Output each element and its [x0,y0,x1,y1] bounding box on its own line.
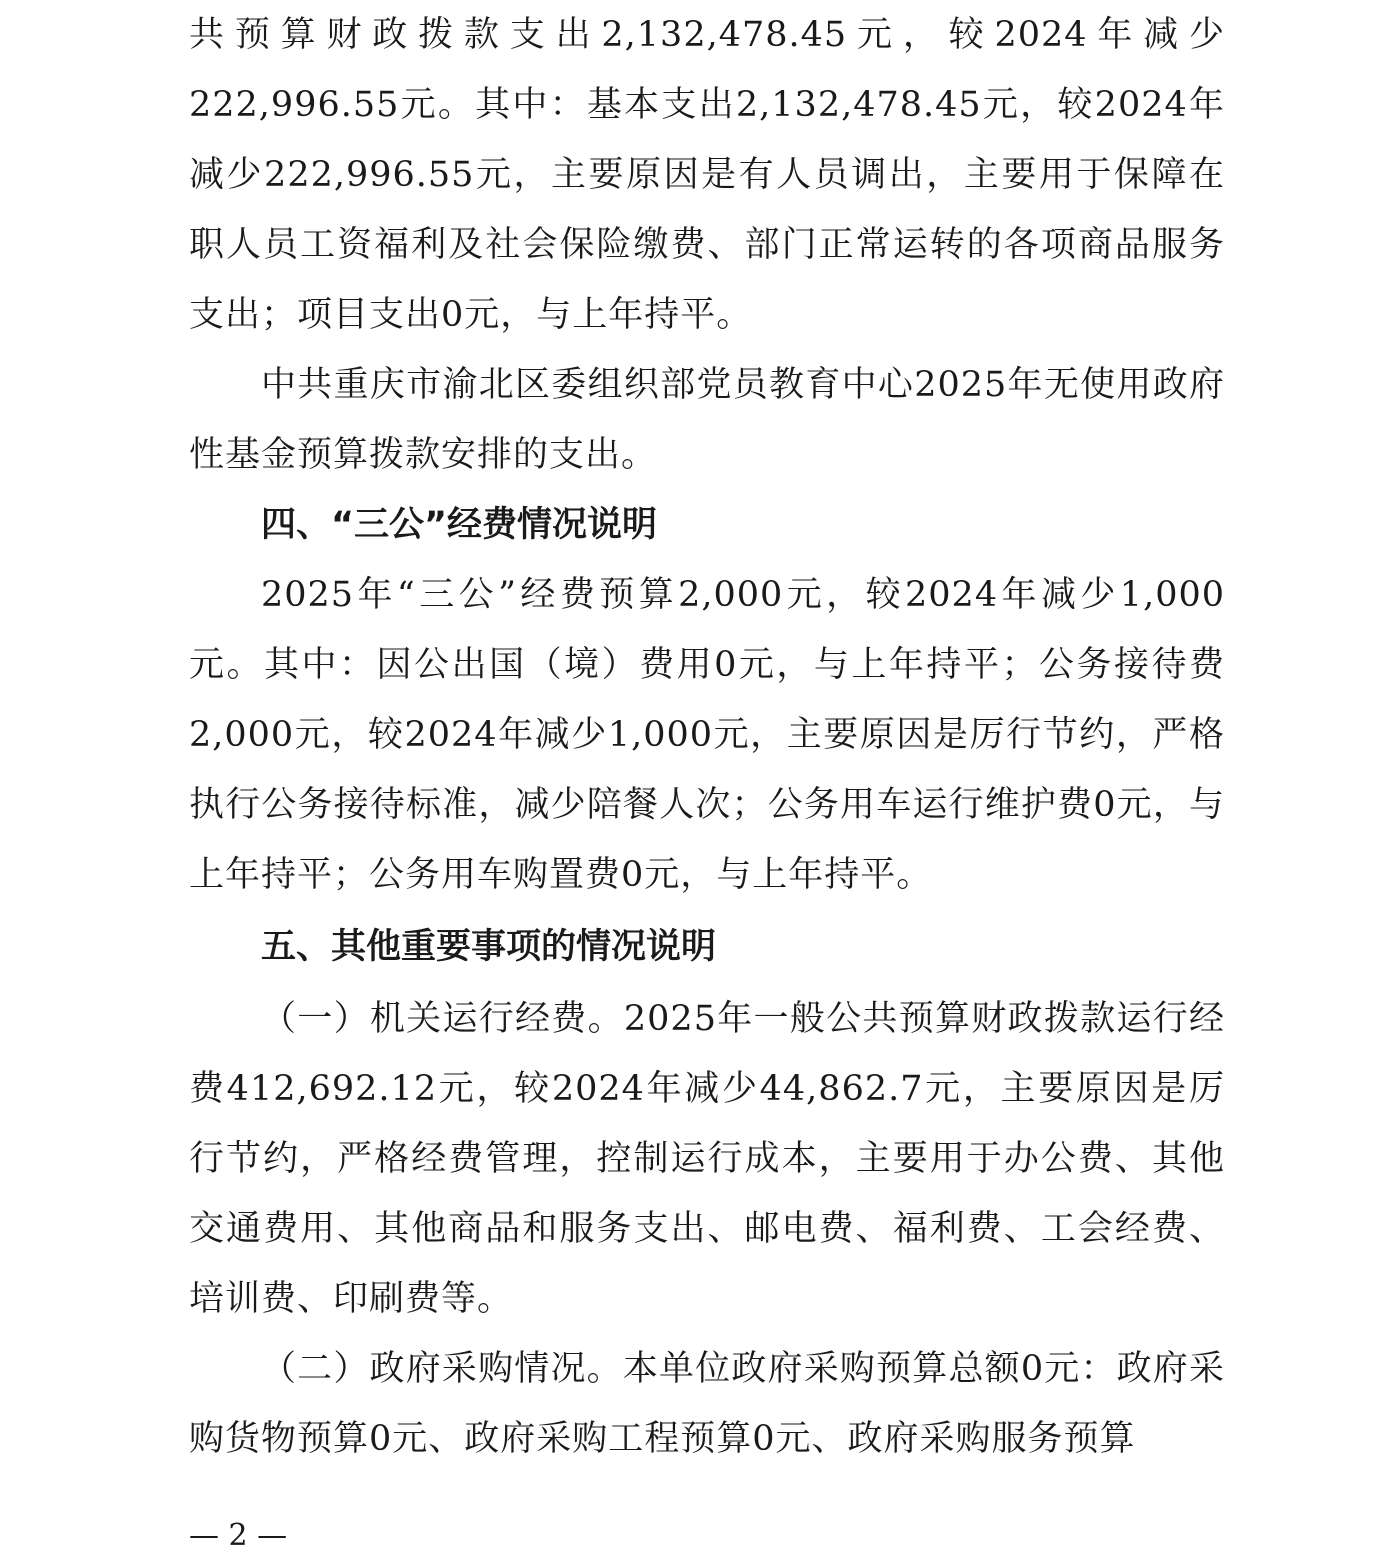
paragraph-government-fund-budget: 中共重庆市渝北区委组织部党员教育中心2025年无使用政府性基金预算拨款安排的支出。 [189,365,1225,475]
section-heading-three-public-expenses: 四、“三公”经费情况说明 [261,505,658,545]
page-number: — 2 — [189,1518,288,1553]
paragraph-operating-expenses: （一）机关运行经费。2025年一般公共预算财政拨款运行经费412,692.12元，较2024年减少44,862.7元，主要原因是厉行节约，严格经费管理，控制运行成本，主要用于办公费、其他交通费用、其他商品和服务支出、邮电费、福利费、工会经费、培训费、印刷费等。 [189,999,1225,1319]
paragraph-general-budget-expenditure: 共预算财政拨款支出2,132,478.45元，较2024年减少222,996.55元。其中：基本支出2,132,478.45元，较2024年减少222,996.55元，主要原因是有人员调出，主要用于保障在职人员工资福利及社会保险缴费、部门正常运转的各项商品服务支出；项目支出0元，与上年持平。 [189,15,1225,335]
paragraph-three-public-expenses: 2025年“三公”经费预算2,000元，较2024年减少1,000元。其中：因公出国（境）费用0元，与上年持平；公务接待费2,000元，较2024年减少1,000元，主要原因是厉行节约，严格执行公务接待标准，减少陪餐人次；公务用车运行维护费0元，与上年持平；公务用车购置费0元，与上年持平。 [189,575,1225,895]
section-heading-other-matters: 五、其他重要事项的情况说明 [261,927,717,967]
paragraph-government-procurement: （二）政府采购情况。本单位政府采购预算总额0元：政府采购货物预算0元、政府采购工程预算0元、政府采购服务预算 [189,1349,1225,1459]
